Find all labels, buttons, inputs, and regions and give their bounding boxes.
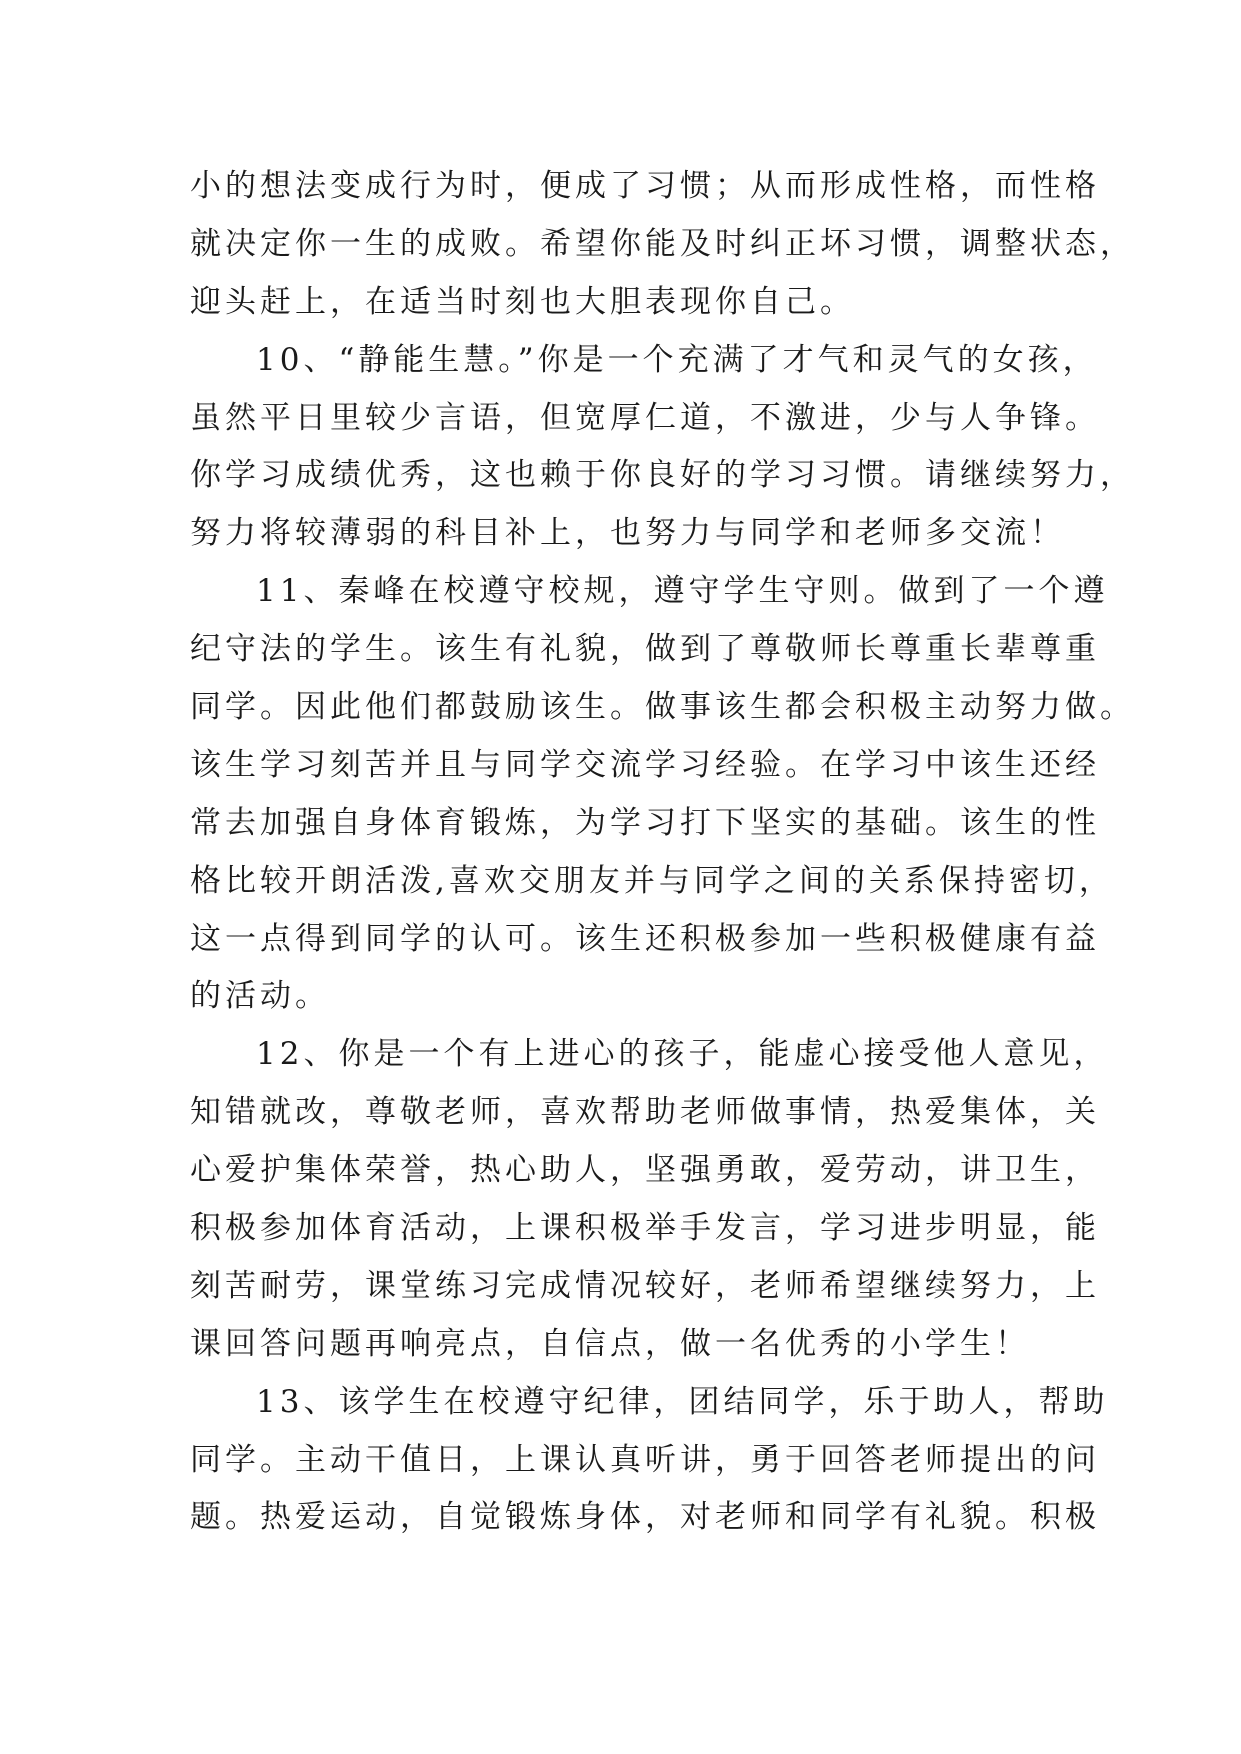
text-line: 这一点得到同学的认可。该生还积极参加一些积极健康有益	[190, 920, 1100, 957]
text-line: 该生学习刻苦并且与同学交流学习经验。在学习中该生还经	[190, 746, 1100, 783]
text-line: 同学。主动干值日，上课认真听讲，勇于回答老师提出的问	[190, 1441, 1100, 1478]
paragraph-first-line: 13、该学生在校遵守纪律，团结同学，乐于助人，帮助	[256, 1383, 1109, 1420]
text-line: 格比较开朗活泼,喜欢交朋友并与同学之间的关系保持密切，	[190, 862, 1114, 899]
text-line: 努力将较薄弱的科目补上，也努力与同学和老师多交流！	[190, 515, 1065, 552]
text-line: 小的想法变成行为时，便成了习惯；从而形成性格，而性格	[190, 168, 1100, 204]
paragraph-first-line: 12、你是一个有上进心的孩子，能虚心接受他人意见，	[256, 1036, 1109, 1073]
text-line: 同学。因此他们都鼓励该生。做事该生都会积极主动努力做。	[190, 689, 1135, 726]
text-line: 知错就改，尊敬老师，喜欢帮助老师做事情，热爱集体，关	[190, 1094, 1100, 1131]
paragraph-first-line: 10、“静能生慧。”你是一个充满了才气和灵气的女孩，	[256, 341, 1098, 378]
text-line: 常去加强自身体育锻炼，为学习打下坚实的基础。该生的性	[190, 804, 1100, 841]
text-line: 刻苦耐劳，课堂练习完成情况较好，老师希望继续努力，上	[190, 1267, 1100, 1304]
text-line: 你学习成绩优秀，这也赖于你良好的学习习惯。请继续努力，	[190, 457, 1135, 494]
text-line: 的活动。	[190, 978, 330, 1015]
text-line: 迎头赶上，在适当时刻也大胆表现你自己。	[190, 283, 855, 320]
text-line: 纪守法的学生。该生有礼貌，做到了尊敬师长尊重长辈尊重	[190, 631, 1100, 668]
text-line: 题。热爱运动，自觉锻炼身体，对老师和同学有礼貌。积极	[190, 1499, 1100, 1536]
text-line: 积极参加体育活动，上课积极举手发言，学习进步明显，能	[190, 1210, 1100, 1247]
text-line: 心爱护集体荣誉，热心助人，坚强勇敢，爱劳动，讲卫生，	[190, 1152, 1100, 1189]
text-line: 虽然平日里较少言语，但宽厚仁道，不激进，少与人争锋。	[190, 399, 1100, 436]
paragraph-first-line: 11、秦峰在校遵守校规，遵守学生守则。做到了一个遵	[256, 573, 1109, 610]
text-line: 就决定你一生的成败。希望你能及时纠正坏习惯，调整状态，	[190, 225, 1135, 262]
text-line: 课回答问题再响亮点，自信点，做一名优秀的小学生！	[190, 1325, 1030, 1362]
document-body	[190, 158, 1135, 1547]
